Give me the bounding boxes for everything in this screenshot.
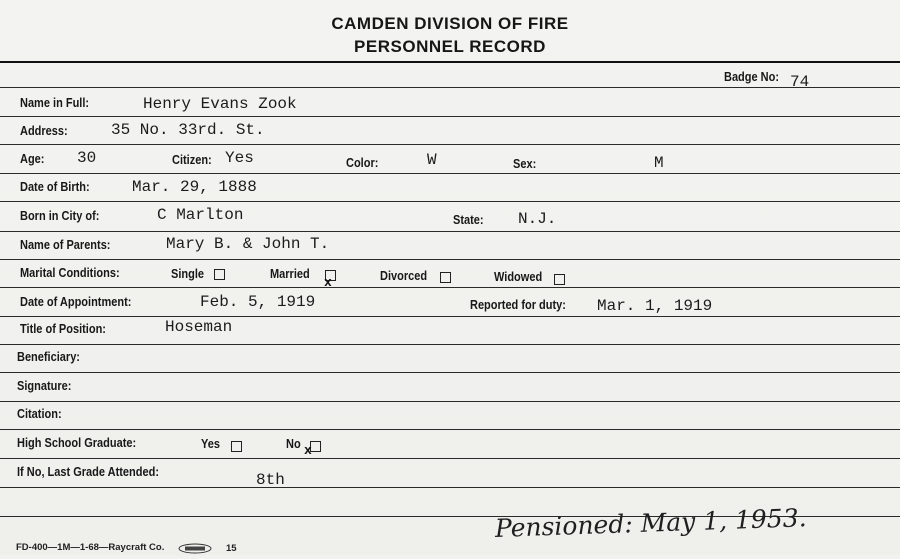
marital-divorced-checkbox[interactable]	[440, 272, 451, 283]
high-school-no-check-mark: x	[304, 443, 312, 458]
signature-label: Signature:	[17, 379, 72, 393]
row-rule	[0, 316, 900, 317]
high-school-label: High School Graduate:	[17, 436, 137, 450]
position-value: Hoseman	[165, 318, 233, 336]
row-rule	[0, 401, 900, 402]
dob-value: Mar. 29, 1888	[132, 178, 257, 196]
appointment-label: Date of Appointment:	[20, 295, 132, 309]
header-title-line2: PERSONNEL RECORD	[354, 37, 546, 56]
last-grade-value: 8th	[256, 471, 285, 489]
high-school-yes-checkbox[interactable]	[231, 441, 242, 452]
color-label: Color:	[346, 156, 379, 170]
row-rule	[0, 231, 900, 232]
row-rule	[0, 201, 900, 202]
name-label: Name in Full:	[20, 96, 90, 110]
row-rule	[0, 372, 900, 373]
born-city-label: Born in City of:	[20, 209, 100, 223]
age-value: 30	[77, 149, 97, 167]
sex-label: Sex:	[513, 157, 537, 171]
marital-single-label: Single	[171, 267, 205, 281]
row-rule	[0, 344, 900, 345]
marital-married-label: Married	[270, 267, 310, 281]
row-rule	[0, 429, 900, 430]
badge-value: 74	[790, 73, 810, 91]
color-value: W	[427, 151, 437, 169]
header-rule	[0, 61, 900, 63]
last-grade-label: If No, Last Grade Attended:	[17, 465, 159, 479]
marital-widowed-checkbox[interactable]	[554, 274, 565, 285]
row-rule	[0, 287, 900, 288]
badge-label: Badge No:	[724, 70, 779, 84]
name-value: Henry Evans Zook	[143, 95, 297, 113]
union-label-icon	[177, 541, 213, 552]
appointment-value: Feb. 5, 1919	[200, 293, 316, 311]
high-school-no-label: No	[286, 437, 301, 451]
row-rule	[0, 87, 900, 88]
marital-widowed-label: Widowed	[494, 270, 543, 284]
row-rule	[0, 458, 900, 459]
reported-label: Reported for duty:	[470, 298, 566, 312]
row-rule	[0, 173, 900, 174]
marital-divorced-label: Divorced	[380, 269, 428, 283]
marital-label: Marital Conditions:	[20, 266, 120, 280]
high-school-yes-label: Yes	[201, 437, 220, 451]
sex-value: M	[654, 154, 664, 172]
marital-married-check-mark: x	[324, 275, 332, 290]
marital-single-checkbox[interactable]	[214, 269, 225, 280]
citizen-value: Yes	[225, 149, 254, 167]
pensioned-annotation: Pensioned: May 1, 1953.	[494, 503, 808, 543]
row-rule	[0, 487, 900, 488]
position-label: Title of Position:	[20, 322, 106, 336]
row-rule	[0, 144, 900, 145]
row-rule	[0, 116, 900, 117]
citation-label: Citation:	[17, 407, 62, 421]
state-label: State:	[453, 213, 484, 227]
footer-form-code: FD-400—1M—1-68—Raycraft Co.	[16, 542, 165, 553]
reported-value: Mar. 1, 1919	[597, 297, 713, 315]
beneficiary-label: Beneficiary:	[17, 350, 80, 364]
header-title-line1: CAMDEN DIVISION OF FIRE	[331, 14, 569, 33]
age-label: Age:	[20, 152, 45, 166]
state-value: N.J.	[518, 210, 557, 228]
born-city-value: C Marlton	[157, 206, 244, 224]
footer-number: 15	[226, 543, 237, 554]
dob-label: Date of Birth:	[20, 180, 90, 194]
row-rule	[0, 259, 900, 260]
parents-value: Mary B. & John T.	[166, 235, 330, 253]
citizen-label: Citizen:	[172, 153, 212, 167]
address-label: Address:	[20, 124, 68, 138]
parents-label: Name of Parents:	[20, 238, 111, 252]
address-value: 35 No. 33rd. St.	[111, 121, 265, 139]
